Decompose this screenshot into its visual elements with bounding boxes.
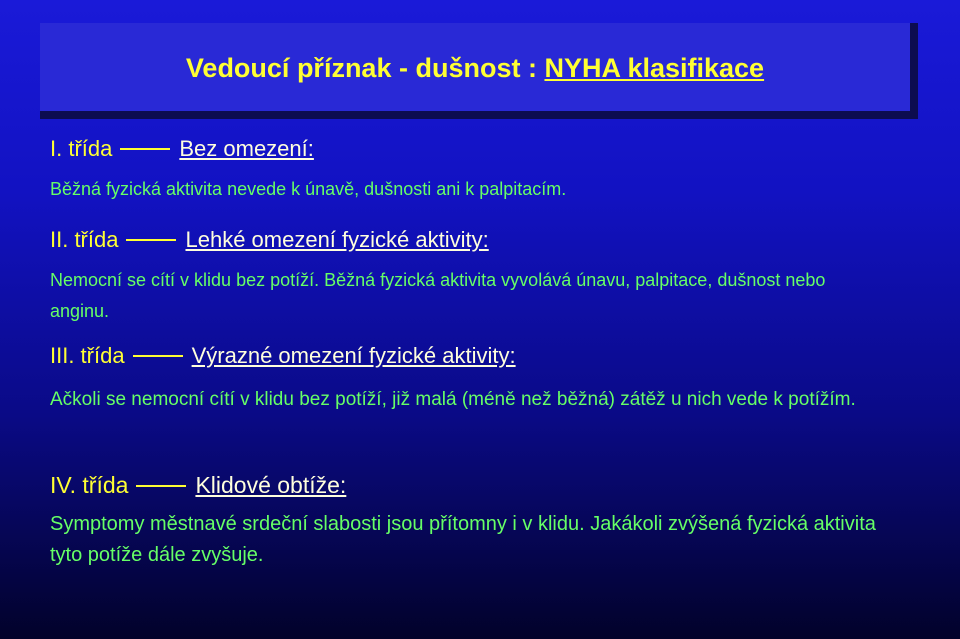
class-number-1: I. třída [50,136,113,161]
class-number-4: IV. třída [50,472,129,498]
title-box [40,23,918,119]
class-description-3: Ačkoli se nemocní cítí v klidu bez potíží, již malá (méně než běžná) zátěž u nich vede k potížím. [50,389,856,410]
title-underlined: NYHA klasifikace [544,53,765,83]
class-name-4: Klidové obtíže: [195,472,347,498]
dash-line [136,485,186,487]
class-name-3: Výrazné omezení fyzické aktivity: [191,343,516,368]
class-description-1: Běžná fyzická aktivita nevede k únavě, dušnosti ani k palpitacím. [50,179,567,199]
class-name-2: Lehké omezení fyzické aktivity: [185,227,489,252]
class-heading-4 [50,472,346,499]
class-description-4: Symptomy městnavé srdeční slabosti jsou přítomny i v klidu. Jakákoli zvýšená fyzická aktivita tyto potíže dále zvyšuje. [50,513,876,566]
title-prefix: Vedoucí příznak - dušnost : [185,53,545,83]
slide-title [40,53,910,84]
dash-line [126,239,176,241]
class-number-2: II. třída [50,227,119,252]
class-heading-2 [50,227,489,253]
dash-line [133,355,183,357]
dash-line [120,148,170,150]
class-name-1: Bez omezení: [179,136,314,161]
class-heading-3 [50,343,516,369]
class-description-2: Nemocní se cítí v klidu bez potíží. Běžná fyzická aktivita vyvolává únavu, palpitace, dušnost nebo anginu. [50,270,826,321]
class-number-3: III. třída [50,343,125,368]
class-heading-1 [50,136,314,162]
